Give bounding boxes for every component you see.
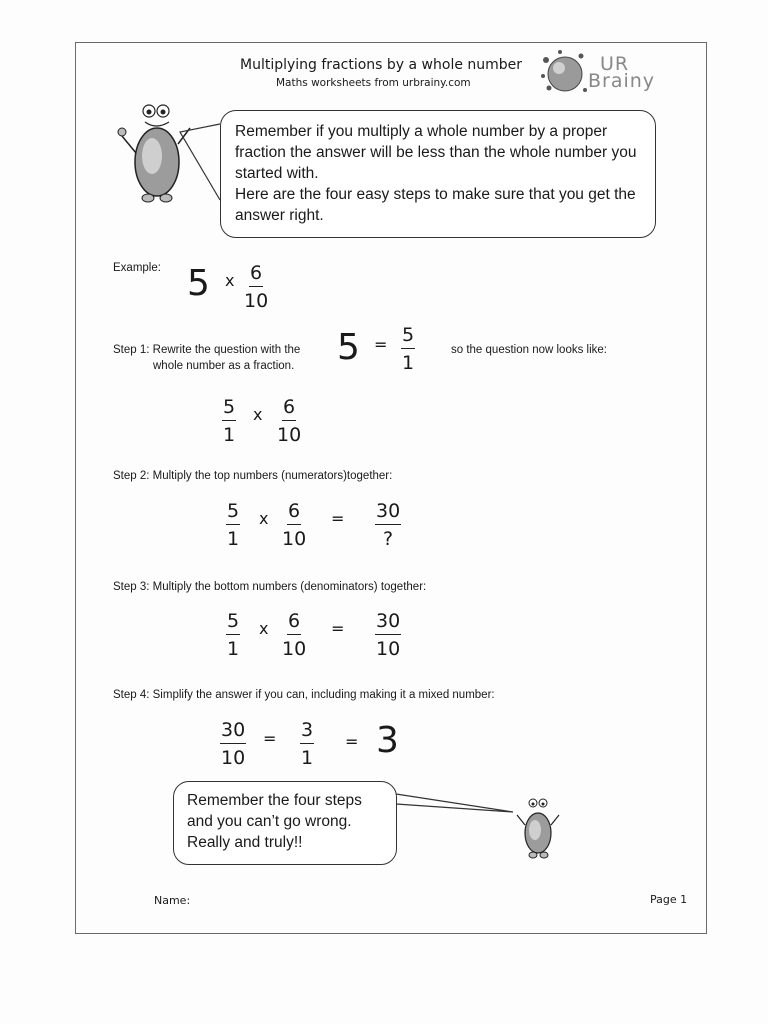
- step3-operator: x: [259, 619, 269, 638]
- step4-text: Step 4: Simplify the answer if you can, including making it a mixed number:: [113, 689, 495, 701]
- numerator: 5: [226, 500, 240, 525]
- worksheet-subtitle: Maths worksheets from urbrainy.com: [276, 77, 471, 89]
- step2-result-fraction: [375, 500, 401, 550]
- denominator: 10: [277, 424, 302, 446]
- step4-fraction-a: [220, 719, 246, 769]
- example-fraction: [244, 262, 268, 312]
- worksheet-title: Multiplying fractions by a whole number: [240, 57, 523, 73]
- step3-fraction-b: [282, 610, 306, 660]
- step2-fraction-b: [282, 500, 306, 550]
- step3-equals: =: [331, 619, 345, 638]
- mascot-character-small-icon: [513, 795, 563, 861]
- numerator: 30: [375, 610, 401, 635]
- closing-speech-bubble: [173, 781, 397, 865]
- step1-fraction-b: [277, 396, 301, 446]
- denominator: 1: [402, 352, 415, 374]
- logo-text-top: UR: [600, 53, 630, 75]
- numerator: 3: [300, 719, 314, 744]
- denominator: 10: [376, 638, 401, 660]
- step2-text: Step 2: Multiply the top numbers (numerators)together:: [113, 470, 393, 482]
- closing-text: Remember the four steps and you can’t go wrong. Really and truly!!: [187, 792, 362, 851]
- numerator: 30: [220, 719, 246, 744]
- page-number: Page 1: [650, 893, 688, 906]
- numerator: 6: [282, 396, 296, 421]
- denominator: 1: [227, 528, 240, 550]
- denominator: 1: [223, 424, 236, 446]
- step3-result-fraction: [375, 610, 401, 660]
- step1-text-line2: whole number as a fraction.: [153, 360, 295, 372]
- speech-pointer: [175, 110, 225, 230]
- step4-equals-1: =: [263, 729, 277, 748]
- example-label: Example:: [113, 262, 161, 274]
- denominator: 1: [301, 747, 314, 769]
- step2-fraction-a: [226, 500, 240, 550]
- numerator: 30: [375, 500, 401, 525]
- numerator: 6: [287, 610, 301, 635]
- denominator: ?: [383, 528, 394, 550]
- step1-fraction: [401, 324, 415, 374]
- denominator: 1: [227, 638, 240, 660]
- logo-text-bottom: Brainy: [588, 70, 656, 93]
- numerator: 6: [287, 500, 301, 525]
- brain-logo-icon: [535, 48, 595, 98]
- intro-speech-bubble: [220, 110, 656, 238]
- step2-operator: x: [259, 509, 269, 528]
- step1-whole-number: 5: [337, 327, 360, 368]
- step1-operator: x: [253, 405, 263, 424]
- step1-fraction-a: [222, 396, 236, 446]
- numerator: 5: [401, 324, 415, 349]
- numerator: 6: [249, 262, 263, 287]
- step2-equals: =: [331, 509, 345, 528]
- step3-fraction-a: [226, 610, 240, 660]
- name-label: Name:: [154, 894, 191, 907]
- step4-fraction-b: [300, 719, 314, 769]
- step1-text-line1: Step 1: Rewrite the question with the: [113, 344, 301, 356]
- denominator: 10: [282, 528, 307, 550]
- denominator: 10: [282, 638, 307, 660]
- step4-result: 3: [376, 720, 399, 761]
- denominator: 10: [221, 747, 246, 769]
- example-whole-number: 5: [187, 263, 210, 304]
- step1-equals: =: [374, 335, 388, 354]
- denominator: 10: [244, 290, 269, 312]
- speech-pointer-2: [395, 790, 520, 820]
- intro-text: Remember if you multiply a whole number by a proper fraction the answer will be less than the whole number you started with. Here are the four easy steps to make sure that you get the answer right.: [235, 123, 637, 224]
- step3-text: Step 3: Multiply the bottom numbers (denominators) together:: [113, 581, 427, 593]
- step4-equals-2: =: [345, 732, 359, 751]
- numerator: 5: [222, 396, 236, 421]
- brand-logo: [588, 53, 656, 93]
- example-operator: x: [225, 271, 235, 290]
- numerator: 5: [226, 610, 240, 635]
- step1-text-after: so the question now looks like:: [451, 344, 607, 356]
